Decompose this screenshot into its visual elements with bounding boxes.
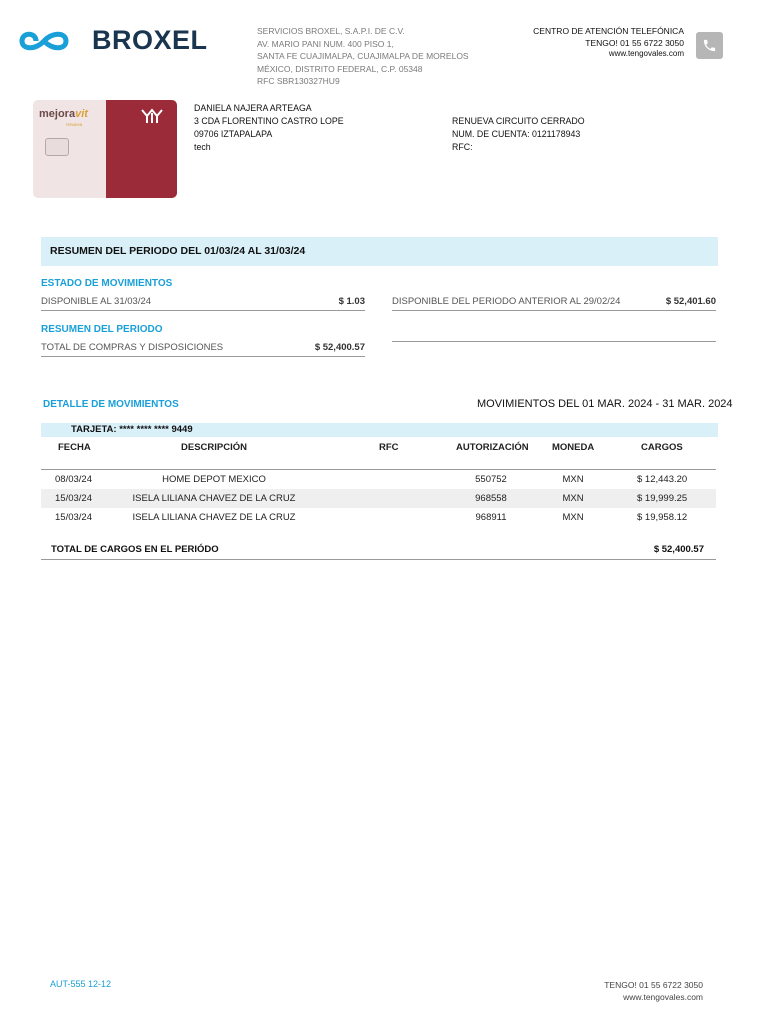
footer-code: AUT-555 12-12 <box>50 979 112 989</box>
anterior-label: DISPONIBLE DEL PERIODO ANTERIOR AL 29/02/24 <box>392 295 621 307</box>
infinity-logo-icon <box>18 24 88 58</box>
company-line: RFC SBR130327HU9 <box>257 76 340 87</box>
contact-info <box>500 25 684 59</box>
card-brand-logo: mejoravit <box>39 108 88 120</box>
cell-descripcion: ISELA LILIANA CHAVEZ DE LA CRUZ <box>132 493 296 504</box>
disponible-label: DISPONIBLE AL 31/03/24 <box>41 295 152 307</box>
company-line: SANTA FE CUAJIMALPA, CUAJIMALPA DE MORELOS <box>257 51 469 62</box>
cell-autorizacion: 968558 <box>475 493 507 504</box>
cell-moneda: MXN <box>562 512 584 523</box>
account-info <box>452 115 585 154</box>
header-descripcion: DESCRIPCIÓN <box>181 442 247 453</box>
phone-icon <box>696 32 723 59</box>
footer-contact <box>560 979 703 1003</box>
table-row <box>41 470 716 489</box>
estado-title: ESTADO DE MOVIMIENTOS <box>41 278 173 289</box>
disponible-row <box>41 292 365 311</box>
compras-label: TOTAL DE COMPRAS Y DISPOSICIONES <box>41 341 224 353</box>
divider <box>392 333 716 342</box>
movimientos-range: MOVIMIENTOS DEL 01 MAR. 2024 - 31 MAR. 2024 <box>477 398 733 410</box>
cell-fecha: 15/03/24 <box>55 493 92 504</box>
cell-cargos: $ 19,958.12 <box>637 512 688 523</box>
detalle-title: DETALLE DE MOVIMIENTOS <box>43 399 179 410</box>
header-fecha: FECHA <box>58 442 91 453</box>
contact-phone: TENGO! 01 55 6722 3050 <box>585 38 684 48</box>
card-image <box>33 100 177 198</box>
table-row <box>41 489 716 508</box>
account-rfc: RFC: <box>452 142 473 152</box>
card-number: TARJETA: **** **** **** 9449 <box>71 424 193 435</box>
total-value: $ 52,400.57 <box>653 544 704 555</box>
cell-fecha: 15/03/24 <box>55 512 92 523</box>
holder-address <box>194 102 344 154</box>
footer-web: www.tengovales.com <box>623 992 703 1002</box>
account-number: NUM. DE CUENTA: 0121178943 <box>452 129 581 139</box>
card-sub-text: renueva <box>66 122 83 127</box>
disponible-value: $ 1.03 <box>338 295 365 307</box>
company-info <box>257 25 497 88</box>
account-program: RENUEVA CIRCUITO CERRADO <box>452 116 585 126</box>
resumen-title: RESUMEN DEL PERIODO <box>41 324 163 335</box>
compras-value: $ 52,400.57 <box>314 341 365 353</box>
holder-address2: 09706 IZTAPALAPA <box>194 129 273 139</box>
cell-cargos: $ 19,999.25 <box>637 493 688 504</box>
card-chip-icon <box>45 138 69 156</box>
cell-moneda: MXN <box>562 493 584 504</box>
cell-cargos: $ 12,443.20 <box>637 474 688 485</box>
holder-address1: 3 CDA FLORENTINO CASTRO LOPE <box>194 116 344 126</box>
company-line: AV. MARIO PANI NUM. 400 PISO 1, <box>257 38 394 49</box>
cell-descripcion: ISELA LILIANA CHAVEZ DE LA CRUZ <box>132 512 296 523</box>
compras-row <box>41 338 365 357</box>
cell-fecha: 08/03/24 <box>55 474 92 485</box>
holder-address3: tech <box>194 142 211 152</box>
header-cargos: CARGOS <box>641 442 683 453</box>
contact-web: www.tengovales.com <box>608 49 684 58</box>
brand-name: BROXEL <box>92 25 208 55</box>
cell-autorizacion: 968911 <box>475 512 507 523</box>
cell-moneda: MXN <box>562 474 584 485</box>
contact-title: CENTRO DE ATENCIÓN TELEFÓNICA <box>533 26 684 36</box>
header-rfc: RFC <box>379 442 399 453</box>
anterior-value: $ 52,401.60 <box>665 295 716 307</box>
header-moneda: MONEDA <box>552 442 595 453</box>
total-label: TOTAL DE CARGOS EN EL PERIÓDO <box>51 544 219 555</box>
holder-name: DANIELA NAJERA ARTEAGA <box>194 103 312 113</box>
period-title: RESUMEN DEL PERIODO DEL 01/03/24 AL 31/03/24 <box>50 245 306 257</box>
company-line: SERVICIOS BROXEL, S.A.P.I. DE C.V. <box>257 26 405 36</box>
infonavit-logo-icon <box>140 108 164 131</box>
company-line: MÉXICO, DISTRITO FEDERAL, C.P. 05348 <box>257 63 423 74</box>
anterior-row <box>392 292 716 311</box>
footer-phone: TENGO! 01 55 6722 3050 <box>604 980 703 990</box>
cell-autorizacion: 550752 <box>475 474 507 485</box>
header-autorizacion: AUTORIZACIÓN <box>456 442 529 453</box>
total-row <box>41 540 716 560</box>
cell-descripcion: HOME DEPOT MEXICO <box>162 474 266 485</box>
table-row <box>41 508 716 527</box>
